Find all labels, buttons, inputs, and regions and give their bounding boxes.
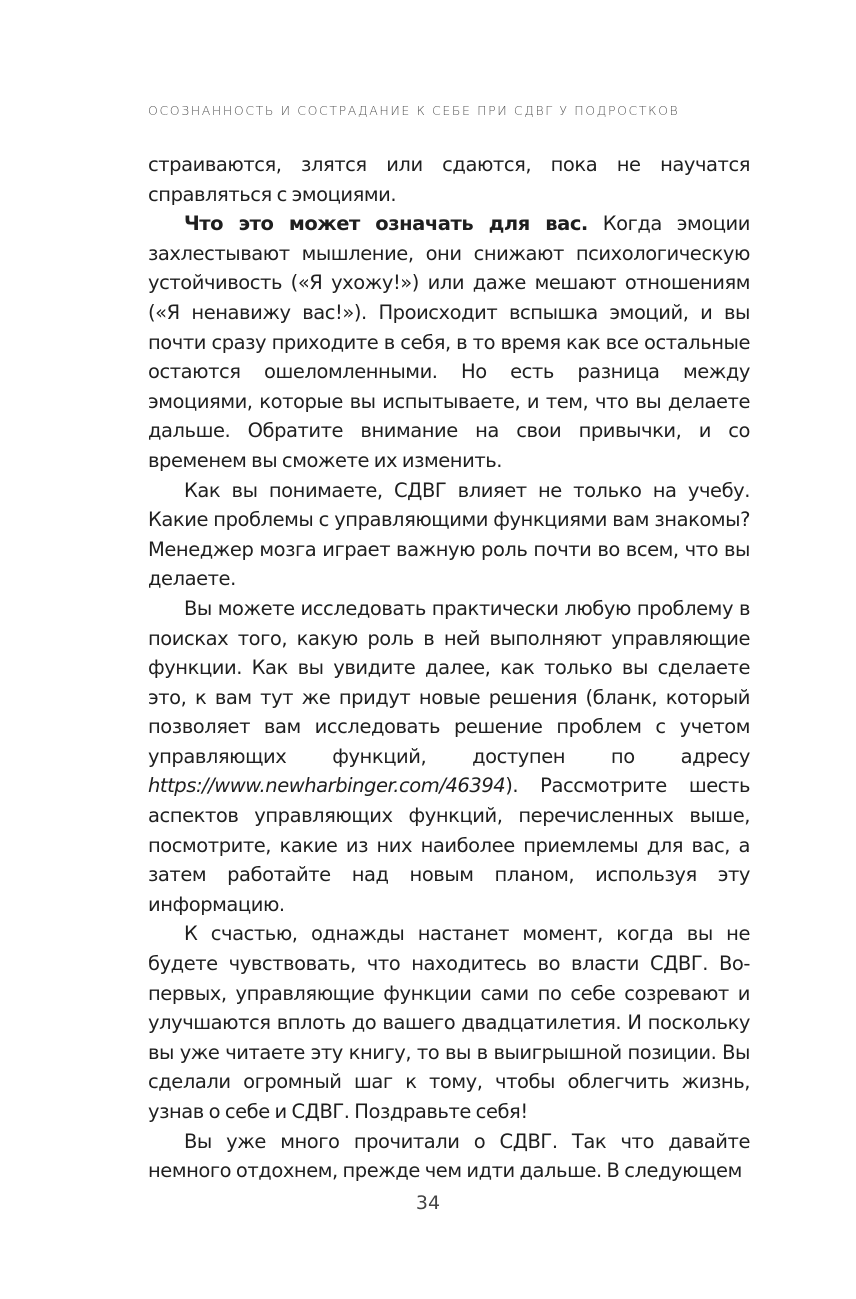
paragraph-4-text-end: ). Рассмотрите шесть аспектов управляющих функций, перечисленных выше, посмотрите, какие из них наиболее приемлемы для вас, а затем работайте над новым планом, используя эту информацию. (148, 774, 750, 916)
paragraph-1: страиваются, злятся или сдаются, пока не научатся справляться с эмоциями. (148, 153, 750, 206)
paragraph-2-text: Когда эмоции захлестывают мышление, они снижают психологическую устойчивость («Я ухожу!») или даже мешают отношениям («Я ненавижу вас!»). Происходит вспышка эмоций, и вы почти сразу приходите в себя, в то время как все остальные остаются ошеломленными. Но есть разница между эмоциями, которые вы испытываете, и тем, что вы делаете дальше. Обратите внимание на свои привычки, и со временем вы сможете их изменить. (148, 212, 750, 472)
paragraph-3: Как вы понимаете, СДВГ влияет не только на учебу. Какие проблемы с управляющими функциями вам знакомы? Менеджер мозга играет важную роль почти во всем, что вы делаете. (148, 478, 750, 591)
paragraph-2-lead: Что это может означать для вас. (184, 212, 588, 236)
paragraph-6: Вы уже много прочитали о СДВГ. Так что давайте немного отдохнем, прежде чем идти дальше. В следующем (148, 1129, 750, 1183)
paragraph-5: К счастью, однажды настанет момент, когда вы не будете чувствовать, что находитесь во власти СДВГ. Во-первых, управляющие функции сами по себе созревают и улучшаются вплоть до вашего двадцатилетия. И поскольку вы уже читаете эту книгу, то вы в выигрышной позиции. Вы сделали огромный шаг к тому, чтобы облегчить жизнь, узнав о себе и СДВГ. Поздравьте себя! (148, 922, 750, 1123)
page-body (148, 150, 750, 1186)
paragraph-2 (148, 209, 750, 475)
paragraph-4 (148, 594, 750, 920)
running-header: ОСОЗНАННОСТЬ И СОСТРАДАНИЕ К СЕБЕ ПРИ СДВГ У ПОДРОСТКОВ (148, 103, 680, 118)
paragraph-4-text-start: Вы можете исследовать практически любую проблему в поисках того, какую роль в ней выполняют управляющие функции. Как вы увидите далее, как только вы сделаете это, к вам тут же придут новые решения (бланк, который позволяет вам исследовать решение проблем с учетом управляющих функций, доступен по адресу (148, 596, 750, 768)
page-number: 34 (415, 1192, 441, 1214)
worksheet-url-link[interactable]: https://www.newharbinger.com/46394 (148, 774, 506, 798)
